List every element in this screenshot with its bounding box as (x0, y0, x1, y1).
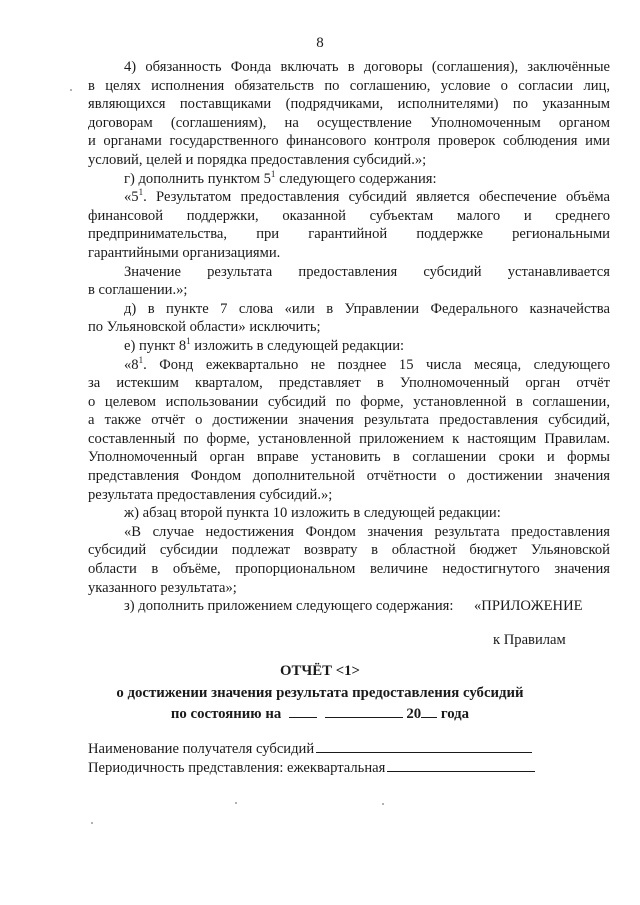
report-title: ОТЧЁТ <1> (280, 663, 360, 679)
text-line: д) в пункте 7 слова «или в Управлении Федерального казначейства (124, 300, 610, 317)
text-line: договорам (соглашениям), на осуществление Уполномоченным органом (88, 114, 610, 131)
scan-speck (91, 822, 93, 824)
scan-speck (382, 803, 384, 805)
text-line: условий, целей и порядка предоставления субсидий.»; (88, 151, 427, 168)
text-line: являющихся поставщиками (подрядчиками, исполнителями) по указанным (88, 96, 610, 113)
text-line: субсидий субсидии подлежат возврату в областной бюджет Ульяновской (88, 542, 610, 559)
text-fragment: следующего содержания: (275, 170, 437, 187)
text-line (88, 188, 610, 207)
text-line: а также отчёт о достижении значения результата предоставления субсидий, (88, 412, 610, 429)
year-suffix: года (440, 706, 470, 722)
text-line: о целевом использовании субсидий по форме, установленной в соглашении, (88, 393, 610, 410)
text-line: Значение результата предоставления субсидий устанавливается (124, 263, 610, 280)
text-line: ж) абзац второй пункта 10 изложить в следующей редакции: (124, 505, 501, 522)
month-blank (325, 705, 403, 718)
text-line: представления Фондом дополнительной отчётности о достижении значения (88, 468, 610, 485)
period-field (88, 759, 535, 777)
recipient-label: Наименование получателя субсидий (88, 741, 315, 757)
year-blank (421, 705, 437, 718)
scan-speck (70, 89, 72, 91)
recipient-blank-line (316, 740, 532, 753)
text-line (88, 356, 610, 375)
text-fragment: «5 (124, 189, 139, 206)
text-line: 4) обязанность Фонда включать в договоры (соглашения), заключённые (124, 59, 610, 75)
text-fragment: е) пункт 8 (124, 337, 187, 354)
superscript: 1 (270, 168, 276, 179)
text-line: предпринимательства, при гарантийной поддержке региональными (88, 226, 610, 243)
superscript: 1 (186, 335, 191, 346)
text-line (88, 170, 610, 189)
text-fragment: . Фонд ежеквартально не позднее 15 числа месяца, следующего (143, 356, 610, 373)
text-line: области в объёме, пропорциональном величине недостигнутого значения (88, 561, 610, 578)
text-fragment: изложить в следующей редакции: (190, 337, 405, 354)
page-number: 8 (316, 35, 324, 51)
scan-speck (235, 802, 237, 804)
text-line: и органами государственного финансового контроля проверок соблюдения ими (88, 133, 610, 150)
report-subtitle: о достижении значения результата предоставления субсидий (116, 685, 524, 701)
as-of-label: по состоянию на (170, 706, 282, 722)
superscript: 1 (138, 187, 144, 198)
period-blank-line (387, 759, 535, 772)
text-line: Уполномоченный орган вправе установить в соглашении сроки и формы (88, 449, 610, 466)
text-fragment: «8 (124, 356, 139, 373)
text-line (88, 337, 610, 356)
appendix-label: «ПРИЛОЖЕНИЕ (474, 598, 583, 614)
day-blank (289, 705, 317, 718)
text-line: «В случае недостижения Фондом значения результата предоставления (124, 523, 610, 540)
recipient-field (88, 740, 532, 758)
text-line: за истекшим кварталом, представляет в Уполномоченный орган отчёт (88, 375, 610, 392)
text-fragment: г) дополнить пунктом 5 (124, 170, 271, 187)
superscript: 1 (138, 354, 144, 365)
text-line: в соглашении.»; (88, 282, 188, 299)
text-line: результата предоставления субсидий.»; (88, 486, 333, 503)
text-line: з) дополнить приложением следующего содержания: (124, 598, 454, 615)
text-line: указанного результата»; (88, 579, 237, 596)
text-line: составленный по форме, установленной приложением к настоящим Правилам. (88, 430, 610, 447)
appendix-to-rules: к Правилам (493, 632, 566, 648)
text-line: гарантийными организациями. (88, 244, 281, 261)
text-line: по Ульяновской области» исключить; (88, 319, 321, 336)
year-prefix: 20 (406, 706, 422, 722)
text-line: в целях исполнения обязательств по соглашению, условие о согласии лиц, (88, 77, 610, 94)
document-body (88, 58, 610, 616)
report-date-line (0, 705, 640, 723)
text-fragment: . Результатом предоставления субсидий является обеспечение объёма (143, 189, 610, 206)
period-label: Периодичность представления: ежеквартальная (88, 760, 386, 776)
text-line: финансовой поддержки, оказанной субъектам малого и среднего (88, 207, 610, 224)
